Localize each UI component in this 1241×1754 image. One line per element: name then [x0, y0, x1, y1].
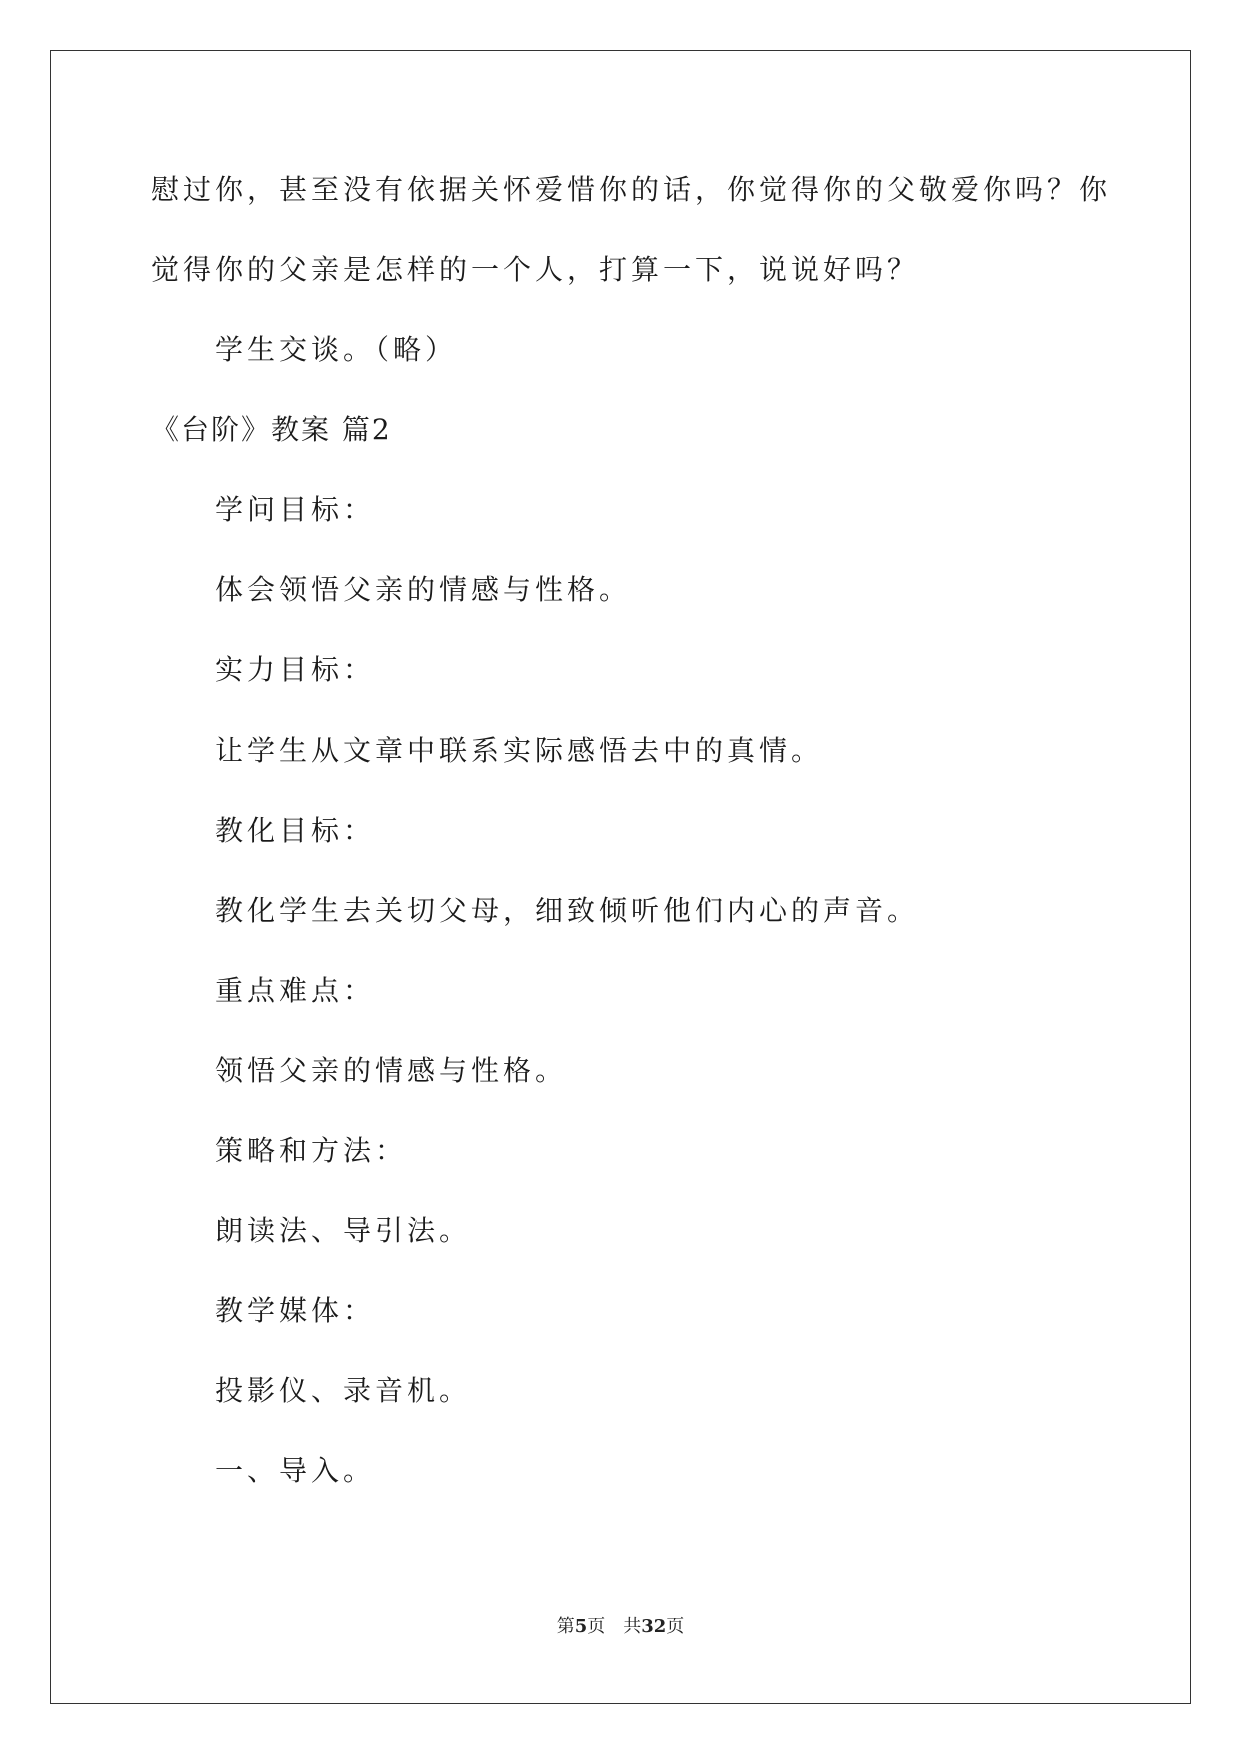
- paragraph-line: 教化学生去关切父母，细致倾听他们内心的声音。: [215, 894, 920, 927]
- paragraph-line: 让学生从文章中联系实际感悟去中的真情。: [215, 734, 824, 767]
- paragraph-line: 慰过你，甚至没有依据关怀爱惜你的话，你觉得你的父敬爱你吗？你: [151, 173, 1112, 206]
- paragraph-line: 策略和方法：: [215, 1134, 408, 1167]
- paragraph-line: 一、导入。: [215, 1454, 376, 1487]
- paragraph-line: 学问目标：: [215, 493, 376, 526]
- paragraph-line: 教学媒体：: [215, 1294, 376, 1327]
- total-page-count: 32: [641, 1616, 667, 1637]
- paragraph-line: 投影仪、录音机。: [215, 1374, 472, 1407]
- footer-middle: 页 共: [587, 1616, 642, 1637]
- footer-prefix: 第: [556, 1616, 575, 1637]
- current-page-number: 5: [574, 1616, 588, 1637]
- paragraph-line: 实力目标：: [215, 653, 376, 686]
- paragraph-line: 朗读法、导引法。: [215, 1214, 472, 1247]
- paragraph-line: 觉得你的父亲是怎样的一个人，打算一下，说说好吗？: [151, 253, 920, 286]
- paragraph-line: 重点难点：: [215, 974, 376, 1007]
- paragraph-line: 教化目标：: [215, 814, 376, 847]
- paragraph-line: 体会领悟父亲的情感与性格。: [215, 573, 632, 606]
- section-heading: 《台阶》教案 篇2: [151, 413, 392, 446]
- page-footer: [0, 1615, 1241, 1639]
- paragraph-line: 领悟父亲的情感与性格。: [215, 1054, 568, 1087]
- paragraph-line: 学生交谈。（略）: [215, 333, 458, 366]
- footer-suffix: 页: [666, 1616, 685, 1637]
